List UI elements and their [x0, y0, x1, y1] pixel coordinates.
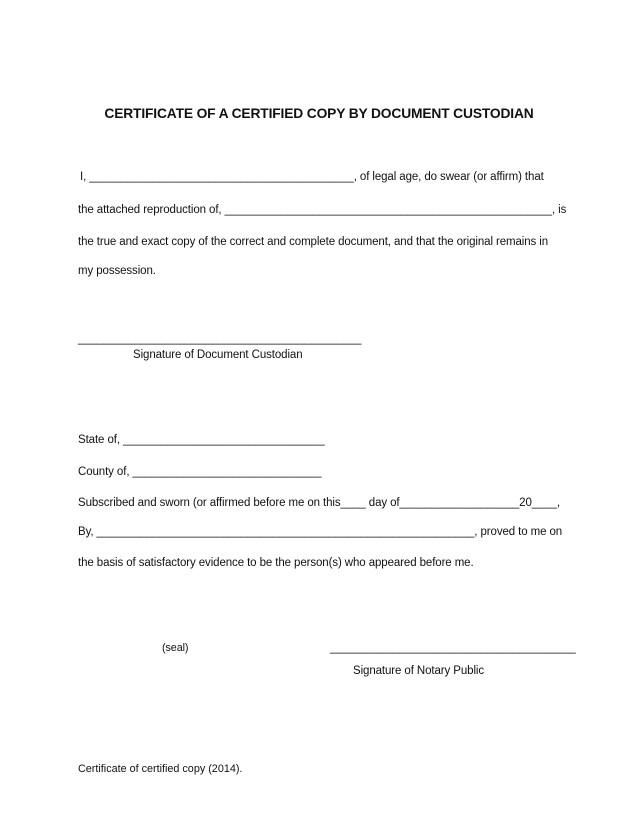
paragraph-line-3: the true and exact copy of the correct and complete document, and that the original remains in: [78, 236, 549, 248]
notary-signature-line: _______________________________________: [330, 642, 576, 654]
paragraph-line-1: I, __________________________________________, of legal age, do swear (or affirm) that: [80, 171, 544, 183]
county-line: County of, ______________________________: [78, 466, 322, 478]
document-title: CERTIFICATE OF A CERTIFIED COPY BY DOCUMENT CUSTODIAN: [104, 106, 534, 121]
footer-text: Certificate of certified copy (2014).: [78, 763, 243, 775]
paragraph-line-4: my possession.: [78, 265, 156, 277]
seal-label: (seal): [162, 642, 189, 654]
custodian-signature-line: _____________________________________________: [78, 333, 362, 345]
paragraph-line-2: the attached reproduction of, ____________________________________________________, is: [78, 204, 567, 216]
custodian-signature-label: Signature of Document Custodian: [133, 349, 303, 361]
notary-signature-label: Signature of Notary Public: [353, 665, 484, 677]
by-line: By, ____________________________________________________________, proved to me on: [78, 526, 563, 538]
subscribed-line: Subscribed and sworn (or affirmed before me on this____ day of___________________20____,: [78, 497, 561, 509]
evidence-line: the basis of satisfactory evidence to be the person(s) who appeared before me.: [78, 557, 474, 569]
state-line: State of, ________________________________: [78, 434, 325, 446]
